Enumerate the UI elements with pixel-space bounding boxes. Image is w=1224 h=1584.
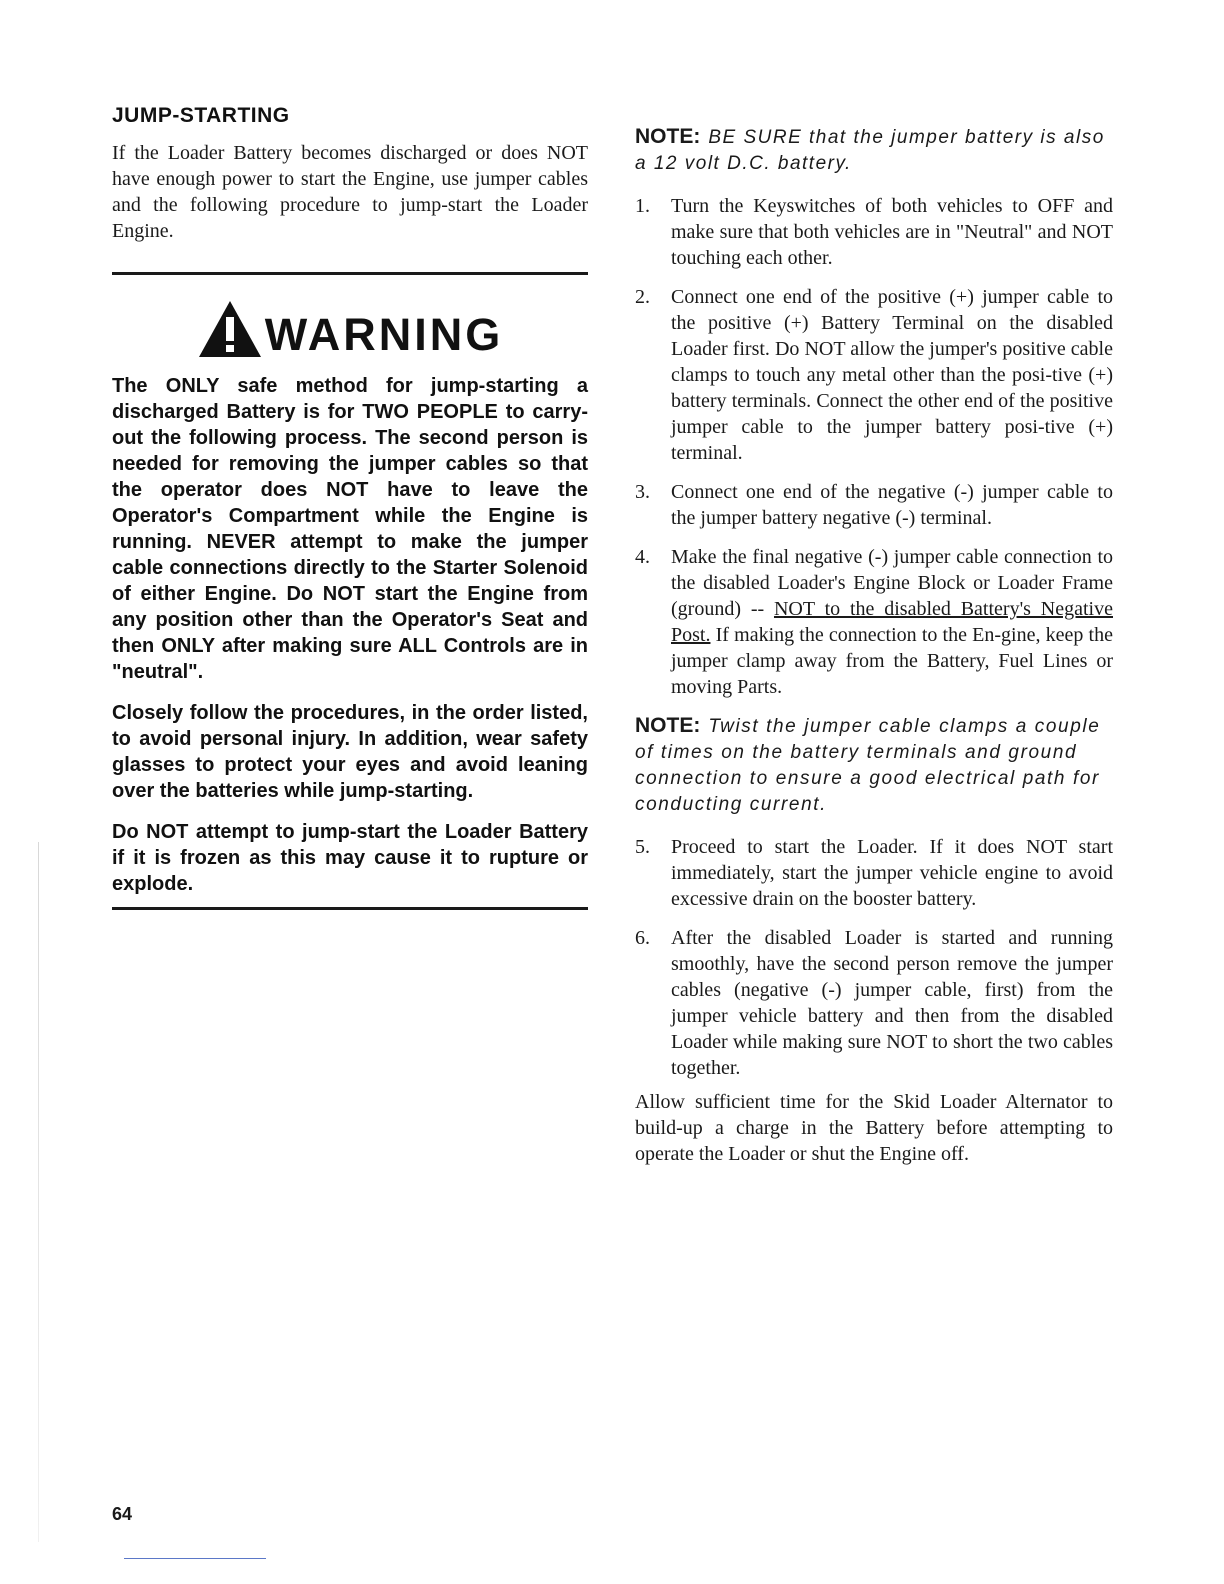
step-text: Connect one end of the positive (+) jumper cable to the positive (+) Battery Terminal on the disabled Loader first. Do NOT allow the jumper's positive cable clamps to touch any metal other than the posi-tive (+) battery terminals. Connect the other end of the positive jumper cable to the jumper battery posi-tive (+) terminal. bbox=[671, 286, 1113, 464]
step-number: 2. bbox=[635, 286, 650, 308]
step-number: 5. bbox=[635, 836, 650, 858]
section-heading: JUMP-STARTING bbox=[112, 104, 290, 127]
step-text: After the disabled Loader is started and running smoothly, have the second person remove the jumper cables (negative (-) jumper cable, first) from the jumper vehicle battery and then from the disabled Loader while making sure NOT to short the two cables together. bbox=[671, 927, 1113, 1079]
note-text: Twist the jumper cable clamps a couple of times on the battery terminals and ground connection to ensure a good electrical path for conducting current. bbox=[635, 716, 1101, 815]
list-item bbox=[635, 925, 1113, 1081]
list-item bbox=[635, 479, 1113, 531]
step-text-start: Make the final negative (-) jumper cable connection to the disabled Loader's Engine Block or Loader Frame (ground) -- bbox=[671, 546, 1113, 620]
step-number: 6. bbox=[635, 927, 650, 949]
warning-paragraph-3: Do NOT attempt to jump-start the Loader Battery if it is frozen as this may cause it to rupture or explode. bbox=[112, 821, 588, 895]
step-text: Turn the Keyswitches of both vehicles to OFF and make sure that both vehicles are in "Neutral" and NOT touching each other. bbox=[671, 195, 1113, 269]
list-item bbox=[635, 193, 1113, 271]
steps-list bbox=[635, 193, 1113, 700]
step-text bbox=[671, 546, 1113, 698]
step-text: Proceed to start the Loader. If it does NOT start immediately, start the jumper vehicle engine to avoid excessive drain on the booster battery. bbox=[671, 836, 1113, 910]
closing-paragraph: Allow sufficient time for the Skid Loader Alternator to build-up a charge in the Battery before attempting to operate the Loader or shut the Engine off. bbox=[635, 1091, 1113, 1165]
list-item bbox=[635, 834, 1113, 912]
step-text-end: If making the connection to the En-gine, keep the jumper clamp away from the Battery, Fuel Lines or moving Parts. bbox=[671, 624, 1113, 698]
note-jumper-battery bbox=[635, 124, 1113, 177]
warning-paragraph-1: The ONLY safe method for jump-starting a discharged Battery is for TWO PEOPLE to carry-out the following process. The second person is needed for removing the jumper cables so that the operator does NOT have to leave the Operator's Compartment while the Engine is running. NEVER attempt to make the jumper cable connections directly to the Starter Solenoid of either Engine. Do NOT start the Engine from any position other than the Operator's Seat and then ONLY after making sure ALL Controls are in "neutral". bbox=[112, 375, 588, 683]
right-column bbox=[635, 124, 1113, 1167]
note-label: NOTE: bbox=[635, 125, 701, 148]
steps-list-continued bbox=[635, 834, 1113, 1081]
list-item bbox=[635, 284, 1113, 466]
intro-paragraph: If the Loader Battery becomes discharged or does NOT have enough power to start the Engine, use jumper cables and the following procedure to jump-start the Loader Engine. bbox=[112, 142, 588, 242]
warning-header bbox=[112, 289, 588, 359]
underlined-warning-text: NOT to the disabled Battery's Negative Post. bbox=[671, 598, 1113, 646]
step-number: 1. bbox=[635, 195, 650, 217]
bottom-line bbox=[124, 1558, 266, 1559]
warning-triangle-icon bbox=[197, 299, 263, 359]
list-item bbox=[635, 544, 1113, 700]
step-number: 4. bbox=[635, 546, 650, 568]
step-text: Connect one end of the negative (-) jumper cable to the jumper battery negative (-) terminal. bbox=[671, 481, 1113, 529]
note-twist-clamps bbox=[635, 713, 1113, 818]
step-number: 3. bbox=[635, 481, 650, 503]
scan-margin-mark bbox=[38, 842, 39, 1542]
warning-top-rule bbox=[112, 272, 588, 275]
warning-bottom-rule bbox=[112, 907, 588, 910]
warning-title: WARNING bbox=[264, 309, 504, 360]
note-label: NOTE: bbox=[635, 714, 701, 737]
warning-paragraph-2: Closely follow the procedures, in the order listed, to avoid personal injury. In addition, wear safety glasses to protect your eyes and avoid leaning over the batteries while jump-starting. bbox=[112, 702, 588, 802]
note-text: BE SURE that the jumper battery is also a 12 volt D.C. battery. bbox=[635, 127, 1105, 174]
page-number: 64 bbox=[112, 1504, 133, 1524]
left-column bbox=[112, 104, 588, 910]
